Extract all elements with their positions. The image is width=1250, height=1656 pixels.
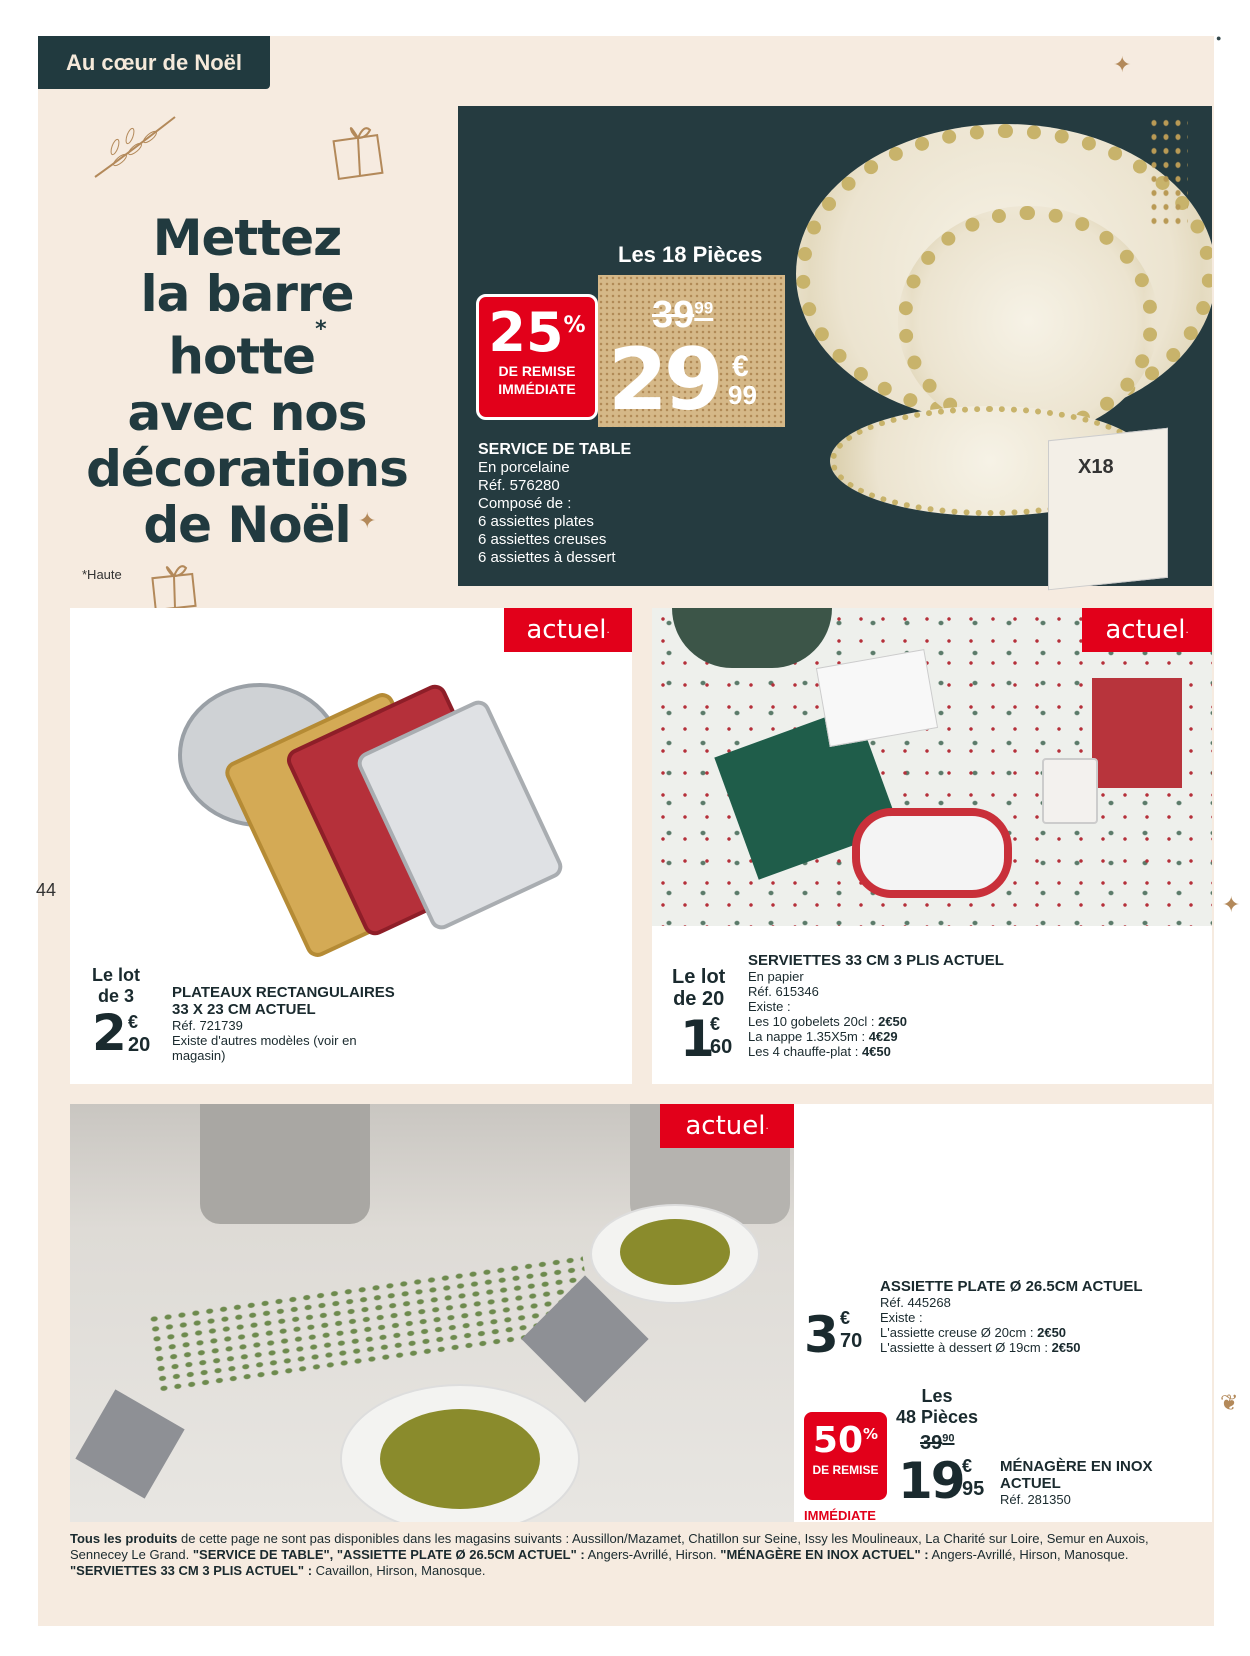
variant-label: L'assiette creuse Ø 20cm : [880,1325,1038,1340]
brand-text: actuel [526,615,607,645]
sparkle-icon: ❦ [1220,1390,1239,1415]
plate-title: ASSIETTE PLATE Ø 26.5CM ACTUEL [880,1278,1143,1295]
cutlery-description [1000,1458,1153,1507]
confetti-dot [1148,116,1188,226]
santa-napkins-image [852,808,1012,898]
medium-plate-image [898,206,1158,436]
variant-price: 2€50 [878,1014,908,1029]
brand-logo [660,1104,794,1148]
chair-image [200,1104,370,1224]
tree-image [672,608,832,668]
sparkle-icon: ✦ [358,508,377,533]
percent-sign: % [863,1425,879,1443]
legal-text: Angers-Avrillé, Hirson, Manosque. [928,1547,1129,1562]
red-napkins-image [1092,678,1182,788]
napkins-price-currency: € [710,1014,721,1034]
variant-price: 4€29 [868,1029,898,1044]
greenery-image [147,1254,594,1394]
plate-price-currency: € [840,1308,851,1328]
brand-logo [504,608,632,652]
napkin-star-image [75,1389,184,1498]
napkins-price-dec: 60 [710,1036,733,1058]
page-headline [56,210,438,553]
footnote-marker: * [315,317,326,342]
soup-image [620,1219,730,1285]
hero-price-currency: € [732,350,749,383]
headline-line [56,266,438,385]
brand-text: actuel [685,1111,766,1141]
variant-label: La nappe 1.35X5m : [748,1029,869,1044]
lot-line: de 20 [673,988,725,1010]
variant-line [880,1340,1143,1355]
headline-line: décorations [86,439,408,498]
headline-line: Mettez [152,209,342,267]
cutlery-title: MÉNAGÈRE EN INOX [1000,1458,1153,1475]
variant-label: Les 10 gobelets 20cl : [748,1014,879,1029]
soup-image [380,1409,540,1509]
trays-price-dec: 20 [128,1034,151,1056]
napkins-title: SERVIETTES 33 CM 3 PLIS ACTUEL [748,952,1004,969]
section-tag: Au cœur de Noël [38,36,270,89]
cutlery-title: ACTUEL [1000,1475,1061,1492]
plate-price-int: 3 [804,1306,837,1364]
legal-bold: Tous les produits [70,1531,178,1546]
desc-line: Réf. 615346 [748,984,819,999]
discount-line: IMMÉDIATE [804,1508,876,1523]
variant-line [748,1014,1004,1029]
count-line: Les [921,1386,953,1406]
desc-line: 6 assiettes creuses [478,531,607,548]
desc-line: Réf. 576280 [478,477,560,494]
desc-line: Existe d'autres modèles (voir en [172,1033,357,1048]
trays-price-int: 2 [92,1004,125,1062]
cutlery-price-dec: 95 [962,1478,985,1500]
legal-text: de cette page ne sont pas disponibles dans les magasins suivants : Aussillon/Mazamet, Chatillon sur Seine, Issy les Moulineaux, La Charité sur Loire, Semur en Auxois, Sennecey Le Grand. [70,1531,1149,1562]
legal-notice [70,1531,1204,1579]
lot-line: Le lot [92,965,140,985]
corner-mark: ● [1216,33,1222,43]
variant-line [748,1029,1004,1044]
cup-image [1042,758,1098,824]
old-price-int: 39 [920,1432,943,1454]
page-number: 44 [36,880,57,900]
desc-line: Réf. 445268 [880,1295,951,1310]
footnote: *Haute [82,567,122,582]
napkins-description [748,952,1004,1059]
desc-line: Réf. 721739 [172,1018,243,1033]
plate-description [880,1278,1143,1355]
legal-text: Angers-Avrillé, Hirson. [584,1547,721,1562]
trays-image [150,660,570,960]
hero-description [478,441,631,567]
product-box-image [1048,428,1168,591]
desc-line: Existe : [748,999,791,1014]
desc-line: En papier [748,969,804,984]
napkins-price-int: 1 [680,1010,713,1068]
cutlery-count-label [896,1386,978,1428]
variant-line [880,1325,1143,1340]
trays-title: PLATEAUX RECTANGULAIRES [172,984,395,1001]
headline-line: de Noël [143,495,351,554]
headline-text: la barre hotte [140,265,354,386]
desc-line: Existe : [880,1310,923,1325]
discount-badge [804,1412,887,1500]
discount-value: 50 [812,1420,864,1461]
count-line: 48 Pièces [896,1407,979,1427]
desc-line: Réf. 281350 [1000,1492,1071,1507]
napkins-table-image [652,608,1212,926]
desc-line: 6 assiettes plates [478,513,594,530]
desc-line: En porcelaine [478,459,570,476]
brand-dot: . [1185,624,1189,636]
hero-price-dec: 99 [728,380,757,410]
sparkle-icon: ✦ [1222,892,1241,917]
percent-sign: % [563,313,586,338]
hero-count-label: Les 18 Pièces [618,242,763,267]
brand-text: actuel [1105,615,1186,645]
gift-icon [330,118,390,182]
box-label: X18 [1078,456,1114,478]
trays-lot-label [92,965,140,1007]
old-price-dec: 90 [942,1432,955,1445]
discount-line: IMMÉDIATE [498,381,576,397]
legal-text: Cavaillon, Hirson, Manosque. [312,1563,486,1578]
variant-label: L'assiette à dessert Ø 19cm : [880,1340,1052,1355]
legal-bold: "SERVIETTES 33 CM 3 PLIS ACTUEL" : [70,1563,313,1578]
napkin-box-image [816,649,938,747]
desc-line: Composé de : [478,495,572,512]
old-price-dec: 99 [694,298,714,318]
variant-price: 2€50 [1037,1325,1067,1340]
brand-logo [1082,608,1212,652]
headline-line: avec nos [127,383,367,442]
discount-percent [804,1412,887,1463]
sparkle-icon: ✦ [1113,52,1132,77]
trays-price-currency: € [128,1012,139,1032]
discount-value: 25 [488,301,564,364]
discount-line: DE REMISE [498,363,576,379]
dinner-table-image [70,1104,794,1522]
cutlery-price-int: 19 [898,1452,964,1510]
branch-icon [90,112,180,182]
desc-line: magasin) [172,1048,226,1063]
lot-line: Le lot [672,966,726,988]
variant-price: 4€50 [861,1044,891,1059]
legal-bold: "MÉNAGÈRE EN INOX ACTUEL" : [720,1547,929,1562]
discount-badge [476,294,598,420]
napkins-lot-label [672,966,725,1010]
trays-title: 33 X 23 CM ACTUEL [172,1001,316,1018]
hero-price-int: 29 [608,330,720,430]
gift-icon [150,560,202,608]
variant-price: 2€50 [1051,1340,1081,1355]
variant-line [748,1044,1004,1059]
discount-percent [479,297,595,362]
brand-dot: . [606,624,610,636]
hero-title: SERVICE DE TABLE [478,441,632,458]
trays-description [172,984,395,1063]
cutlery-price-currency: € [962,1456,973,1476]
old-price-int: 39 [652,294,695,336]
plate-price-dec: 70 [840,1330,863,1352]
lot-line: de 3 [97,986,135,1006]
brand-dot: . [765,1120,769,1132]
variant-label: Les 4 chauffe-plat : [748,1044,862,1059]
discount-line: DE REMISE [812,1463,879,1477]
legal-bold: "SERVICE DE TABLE", "ASSIETTE PLATE Ø 26.5CM ACTUEL" : [192,1547,585,1562]
desc-line: 6 assiettes à dessert [478,549,616,566]
